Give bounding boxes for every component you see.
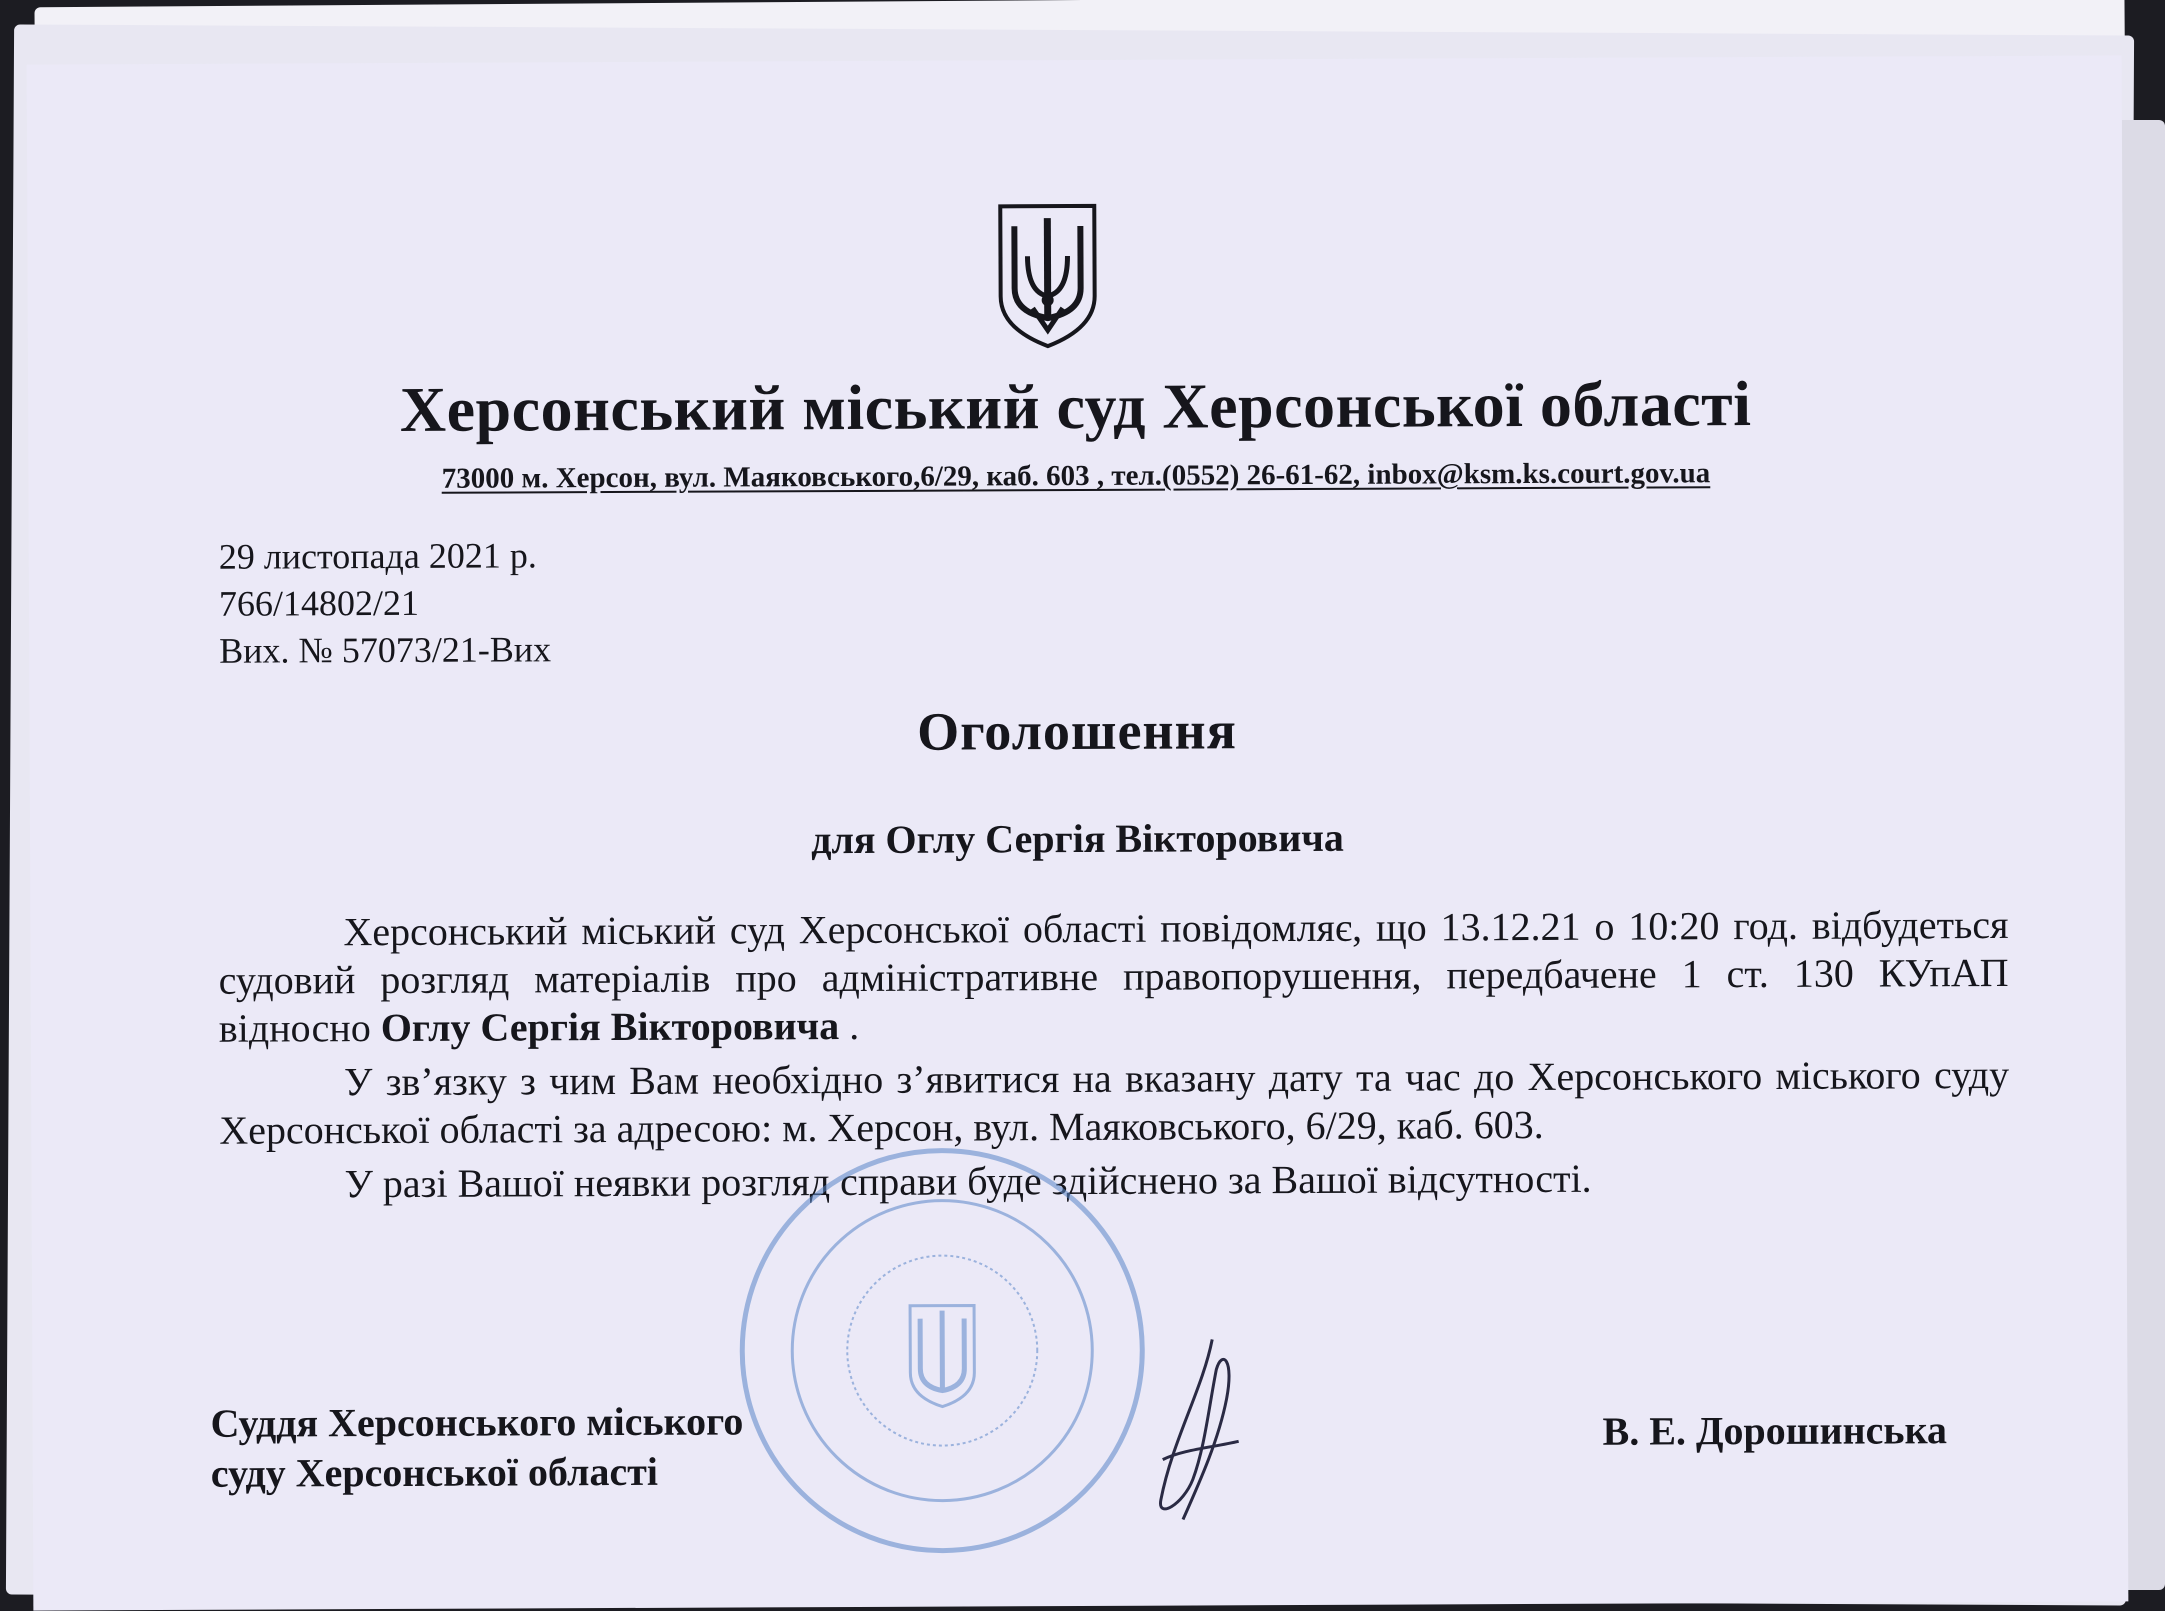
body-paragraph: У зв’язку з чим Вам необхідно з’явитися на вказану дату та час до Херсонського міського суду Херсонської області за адресою: м. Херсон, вул. Маяковського, 6/29, каб. 603. [219,1051,2010,1153]
notice-heading: Оголошення [917,700,1238,762]
notice-recipient: для Оглу Сергія Вікторовича [811,814,1344,863]
judge-position [210,1396,743,1498]
body-text: . [839,1002,860,1049]
body-paragraph [218,901,2009,1053]
document-meta [219,532,552,674]
trident-coat-of-arms-icon [992,200,1103,350]
court-address: 73000 м. Херсон, вул. Маяковського,6/29, каб. 603 , тел.(0552) 26-61-62, inbox@ksm.ks.court.gov.ua [441,457,1711,495]
court-seal-stamp [731,1140,1153,1562]
judge-name: В. Е. Дорошинська [1602,1407,1948,1454]
judge-position-line: суду Херсонської області [210,1448,659,1496]
handwritten-signature [1142,1329,1253,1529]
defendant-name: Оглу Сергія Вікторовича [380,1003,840,1051]
court-title: Херсонський міський суд Херсонської області [399,368,1752,445]
document-date: 29 листопада 2021 р. [218,535,537,577]
outgoing-number: Вих. № 57073/21-Вих [219,629,552,671]
judge-position-line: Суддя Херсонського міського [210,1398,744,1446]
body-text: Херсонський міський суд Херсонської області повідомляє, що 13.12.21 о 10:20 год. відбудеться судовий розгляд матеріалів про адміністративне правопорушення, передбачене 1 ст. 130 КУпАП відносно [218,901,2009,1051]
body-paragraph: У разі Вашої неявки розгляд справи буде здійснено за Вашої відсутності. [344,1155,1592,1207]
case-number: 766/14802/21 [218,582,420,624]
document-page [27,55,2129,1610]
